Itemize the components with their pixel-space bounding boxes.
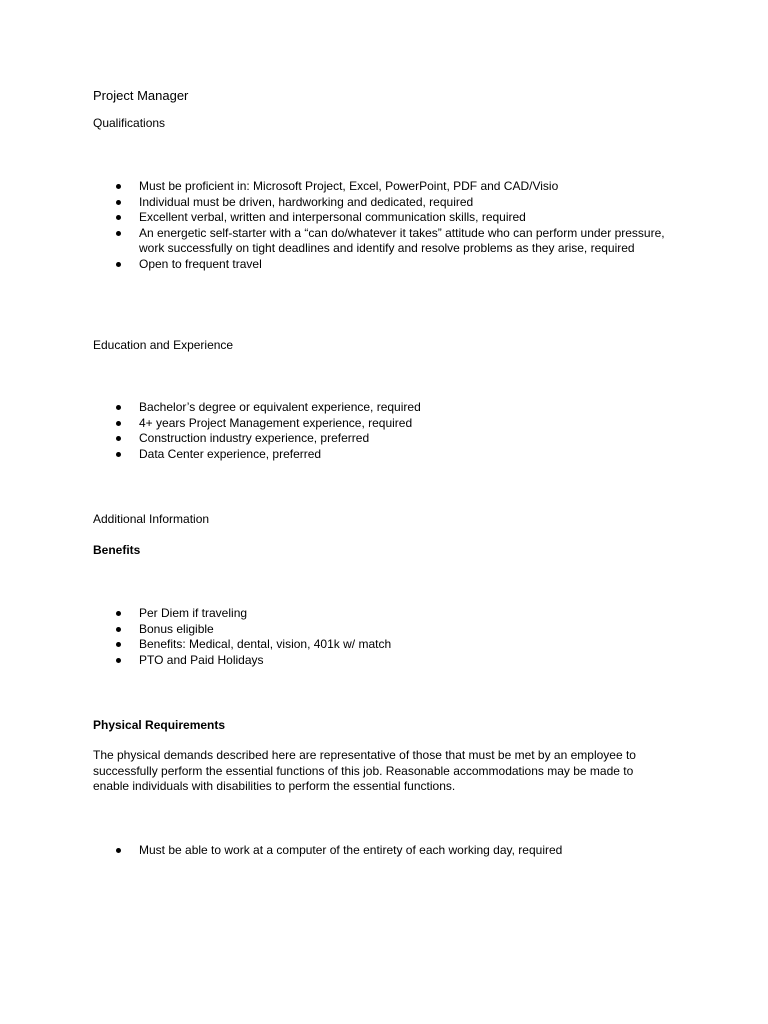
list-item-text: Must be able to work at a computer of the entirety of each working day, required	[139, 843, 563, 857]
list-item-text: Must be proficient in: Microsoft Project, Excel, PowerPoint, PDF and CAD/Visio	[139, 179, 559, 193]
bullet-icon	[116, 627, 121, 632]
qualifications-heading: Qualifications	[93, 116, 166, 130]
education-heading: Education and Experience	[93, 338, 234, 352]
physical-requirements-heading: Physical Requirements	[93, 718, 226, 732]
list-item	[93, 226, 673, 257]
additional-information-heading: Additional Information	[93, 512, 210, 526]
education-list	[93, 400, 673, 462]
list-item	[93, 179, 673, 195]
list-item-text: Benefits: Medical, dental, vision, 401k w/ match	[139, 637, 392, 652]
list-item	[93, 195, 673, 211]
list-item	[93, 843, 673, 859]
list-item	[93, 653, 673, 669]
list-item	[93, 210, 673, 226]
list-item-text: Excellent verbal, written and interpersonal communication skills, required	[139, 210, 526, 225]
benefits-heading: Benefits	[93, 543, 141, 557]
list-item	[93, 257, 673, 273]
list-item	[93, 606, 673, 622]
page-title: Project Manager	[93, 88, 189, 103]
bullet-icon	[116, 262, 121, 267]
list-item-text: Bachelor’s degree or equivalent experience, required	[139, 400, 421, 414]
bullet-icon	[116, 215, 121, 220]
list-item	[93, 637, 673, 653]
list-item	[93, 400, 673, 416]
physical-requirements-list	[93, 843, 673, 859]
bullet-icon	[116, 452, 121, 457]
bullet-icon	[116, 405, 121, 410]
bullet-icon	[116, 611, 121, 616]
list-item-text: 4+ years Project Management experience, required	[139, 415, 413, 430]
bullet-icon	[116, 436, 121, 441]
list-item-text: Bonus eligible	[139, 621, 214, 636]
list-item-text: Construction industry experience, preferred	[139, 431, 370, 446]
list-item-text: Data Center experience, preferred	[139, 446, 322, 461]
bullet-icon	[116, 200, 121, 205]
list-item-text: Open to frequent travel	[139, 256, 262, 271]
bullet-icon	[116, 184, 121, 189]
bullet-icon	[116, 848, 121, 853]
list-item-text: An energetic self-starter with a “can do/whatever it takes” attitude who can perform under pressure, work successfully on tight deadlines and identify and resolve problems as they arise, required	[139, 225, 665, 256]
physical-requirements-paragraph: The physical demands described here are representative of those that must be met by an employee to successfully perform the essential functions of this job. Reasonable accommodations may be made to enable individuals with disabilities to perform the essential functions.	[93, 748, 636, 794]
bullet-icon	[116, 421, 121, 426]
list-item	[93, 622, 673, 638]
bullet-icon	[116, 658, 121, 663]
list-item	[93, 431, 673, 447]
list-item-text: Per Diem if traveling	[139, 606, 248, 620]
bullet-icon	[116, 231, 121, 236]
benefits-list	[93, 606, 673, 668]
list-item	[93, 447, 673, 463]
list-item-text: Individual must be driven, hardworking and dedicated, required	[139, 194, 474, 209]
qualifications-list	[93, 179, 673, 273]
bullet-icon	[116, 642, 121, 647]
list-item	[93, 416, 673, 432]
list-item-text: PTO and Paid Holidays	[139, 652, 264, 667]
